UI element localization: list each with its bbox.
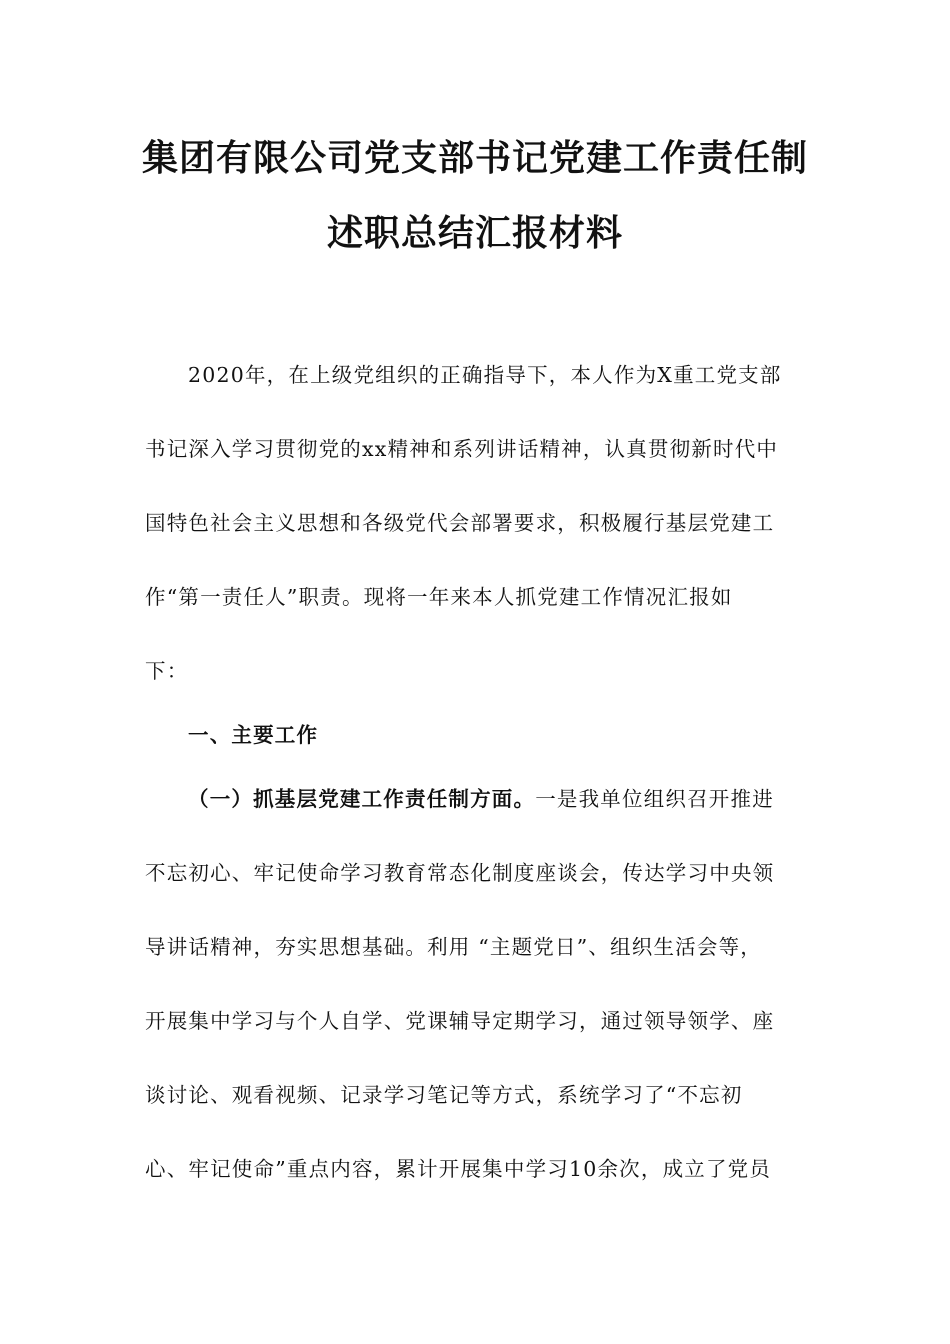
paragraph-1-line-4: 作“第一责任人”职责。现将一年来本人抓党建工作情况汇报如 [145,585,733,609]
section-heading: 一、主要工作 [188,723,319,747]
subsection-lead-text: 一是我单位组织召开推进 [535,787,774,811]
subsection-line-2: 不忘初心、牢记使命学习教育常态化制度座谈会，传达学习中央领 [145,861,775,885]
document-title-line-2: 述职总结汇报材料 [326,213,623,254]
paragraph-1-line-5: 下： [145,659,189,683]
document-title-line-1: 集团有限公司党支部书记党建工作责任制 [141,138,808,179]
paragraph-1-line-1: 2020年，在上级党组织的正确指导下，本人作为X重工党支部 [188,363,782,387]
paragraph-1-line-2: 书记深入学习贯彻党的xx精神和系列讲话精神，认真贯彻新时代中 [145,437,779,461]
subsection-line-6: 心、牢记使命”重点内容，累计开展集中学习10余次，成立了党员 [145,1157,772,1181]
subsection-heading: （一）抓基层党建工作责任制方面。 [188,787,536,811]
subsection-line-5: 谈讨论、观看视频、记录学习笔记等方式，系统学习了“不忘初 [145,1083,743,1107]
paragraph-1-line-3: 国特色社会主义思想和各级党代会部署要求，积极履行基层党建工 [145,511,775,535]
subsection-lead-line [188,782,848,812]
subsection-line-4: 开展集中学习与个人自学、党课辅导定期学习，通过领导领学、座 [145,1009,775,1033]
subsection-line-3: 导讲话精神，夯实思想基础。利用 “主题党日”、组织生活会等， [145,935,762,959]
